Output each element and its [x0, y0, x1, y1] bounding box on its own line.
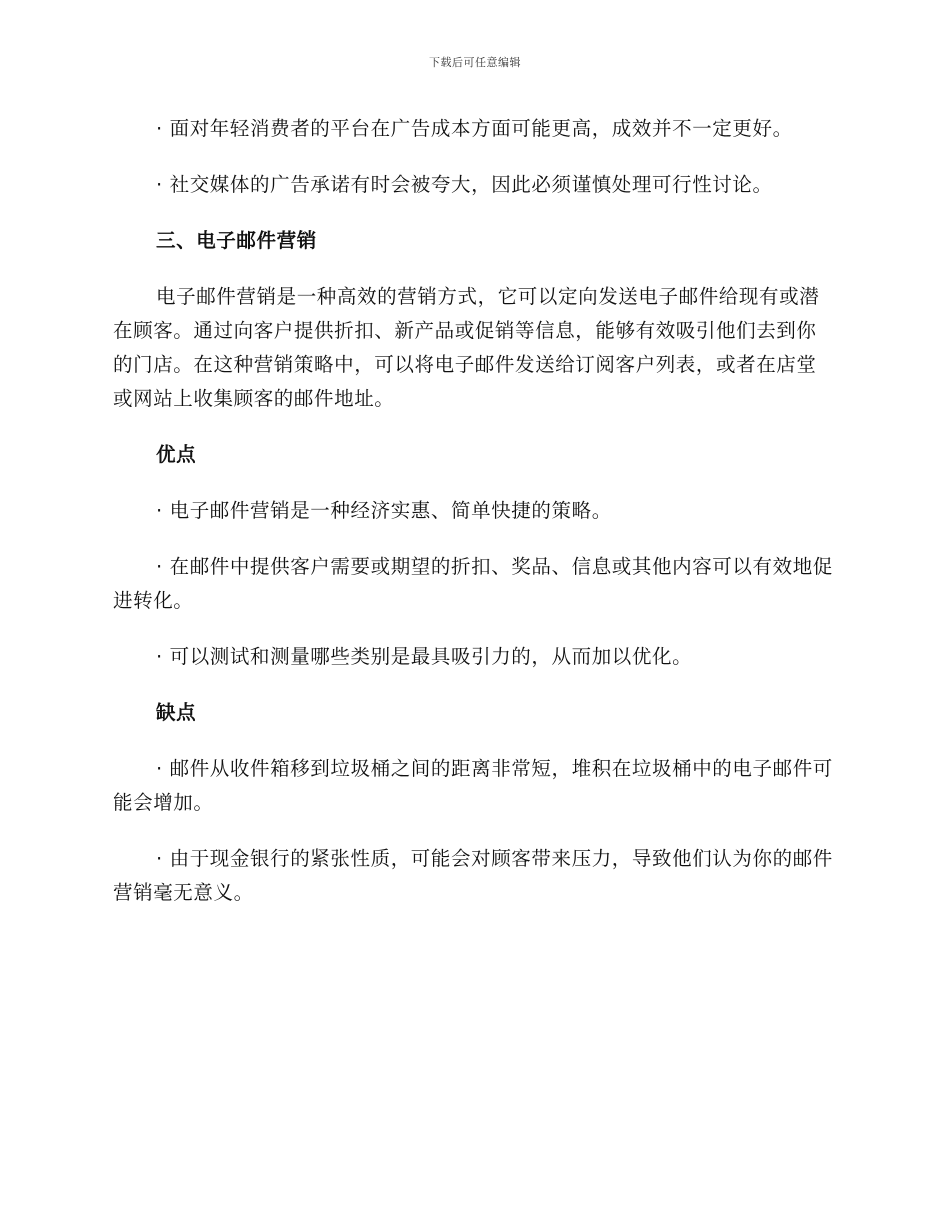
document-body [113, 112, 833, 932]
bullet-item: · 可以测试和测量哪些类别是最具吸引力的，从而加以优化。 [156, 645, 693, 668]
section-heading: 三、电子邮件营销 [156, 229, 317, 252]
bullet-item: · 邮件从收件箱移到垃圾桶之间的距离非常短，堆积在垃圾桶中的电子邮件可能会增加。 [113, 757, 833, 814]
bullet-item: · 由于现金银行的紧张性质，可能会对顾客带来压力，导致他们认为你的邮件营销毫无意义。 [113, 847, 833, 904]
page-header: 下载后可任意编辑 [429, 56, 521, 69]
bullet-item: · 社交媒体的广告承诺有时会被夸大，因此必须谨慎处理可行性讨论。 [156, 173, 773, 196]
subheading-cons: 缺点 [156, 701, 197, 724]
bullet-item: · 在邮件中提供客户需要或期望的折扣、奖品、信息或其他内容可以有效地促进转化。 [113, 555, 833, 612]
bullet-item: · 面对年轻消费者的平台在广告成本方面可能更高，成效并不一定更好。 [156, 117, 793, 140]
body-paragraph: 电子邮件营销是一种高效的营销方式，它可以定向发送电子邮件给现有或潜在顾客。通过向客户提供折扣、新产品或促销等信息，能够有效吸引他们去到你的门店。在这种营销策略中，可以将电子邮件发送给订阅客户列表，或者在店堂或网站上收集顾客的邮件地址。 [113, 285, 820, 410]
bullet-item: · 电子邮件营销是一种经济实惠、简单快捷的策略。 [156, 499, 612, 522]
subheading-pros: 优点 [156, 443, 197, 466]
